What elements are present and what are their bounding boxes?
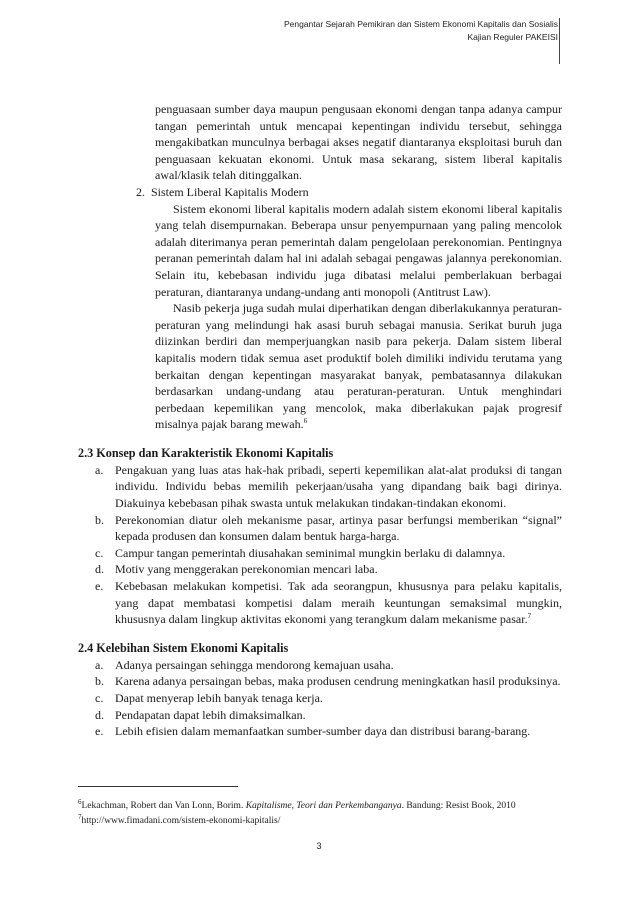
section-2-4: [78, 640, 562, 740]
footnote-divider: [78, 786, 238, 787]
subsection-heading: [136, 184, 562, 201]
header-subtitle: Kajian Reguler PAKEISI: [467, 32, 558, 42]
list-item: [78, 690, 562, 707]
list-marker: e.: [95, 724, 104, 739]
footnote-text: Lekachman, Robert dan Van Lonn, Borim.: [81, 801, 246, 811]
list-marker: b.: [95, 512, 104, 527]
list-marker: d.: [95, 707, 104, 722]
section-heading: 2.3 Konsep dan Karakteristik Ekonomi Kapitalis: [78, 445, 334, 460]
paragraph: [155, 300, 562, 433]
list-text: Perekonomian diatur oleh mekanisme pasar, artinya pasar berfungsi memberikan “signal” kepada produsen dan konsumen dalam bentuk harga-harga.: [115, 512, 562, 544]
list-text: Karena adanya persaingan bebas, maka produsen cendrung meningkatkan hasil produksinya.: [115, 674, 561, 689]
list-text: Pengakuan yang luas atas hak-hak pribadi, seperti kepemilikan alat-alat produksi di tangan individu. Individu bebas memilih pekerjaan/usaha yang dipandang baik bagi dirinya. Diakuinya kebebasan pihak swasta untuk melakukan tindakan-tindakan ekonomi.: [115, 462, 562, 511]
list-text: Kebebasan melakukan kompetisi. Tak ada seorangpun, khususnya para pelaku kapitalis, yang dapat membatasi kompetisi dalam meraih keuntungan semaksimal mungkin, khususnya dalam lingkup aktivitas ekonomi yang terangkum dalam mekanisme pasar.: [115, 579, 562, 627]
list-item: [78, 578, 562, 628]
page-number: 3: [316, 841, 322, 851]
footnote-book-title: Kapitalisme, Teori dan Perkembanganya: [245, 801, 402, 811]
list-marker: a.: [95, 657, 104, 672]
footnote-text: . Bandung: Resist Book, 2010: [401, 801, 516, 811]
list-text: Pendapatan dapat lebih dimaksimalkan.: [115, 707, 306, 722]
list-marker: b.: [95, 674, 104, 689]
footnote-7: [78, 814, 562, 829]
list-item: [78, 512, 562, 545]
section-2-3: [78, 445, 562, 628]
list-marker: a.: [95, 462, 104, 477]
advantages-list: [78, 657, 562, 740]
footnote-ref: 6: [303, 417, 308, 426]
list-item: [78, 673, 562, 690]
footnote-url: http://www.fimadani.com/sistem-ekonomi-kapitalis/: [81, 816, 281, 826]
paragraph: Sistem ekonomi liberal kapitalis modern adalah sistem ekonomi liberal kapitalis yang telah disempurnakan. Beberapa unsur penyempurnaan yang paling mencolok adalah diterimanya peran pemerintah dalam pengelolaan perekonomian. Pentingnya peranan pemerintah dalam hal ini adalah sebagai pengawas jalannya perekonomian. Selain itu, kebebasan individu juga dibatasi melalui pemberlakuan berbagai peraturan, diantaranya undang-undang anti monopoli (Antitrust Law).: [155, 201, 562, 299]
subsection-title: Sistem Liberal Kapitalis Modern: [151, 184, 309, 199]
document-body: [78, 101, 562, 740]
footnotes: [78, 799, 562, 829]
list-item: [78, 657, 562, 674]
list-marker: e.: [95, 579, 104, 594]
list-item: [78, 462, 562, 512]
section-heading: 2.4 Kelebihan Sistem Ekonomi Kapitalis: [78, 640, 289, 655]
list-text: Adanya persaingan sehingga mendorong kemajuan usaha.: [115, 657, 394, 672]
list-marker: d.: [95, 562, 104, 577]
list-item: [78, 545, 562, 562]
list-item: [78, 723, 562, 740]
footnote-number: 7: [78, 812, 82, 821]
list-marker: c.: [95, 545, 104, 560]
footnote-6: [78, 799, 562, 814]
intro-paragraph: penguasaan sumber daya maupun pengusaan ekonomi dengan tanpa adanya campur tangan pemerintah untuk mencapai kepentingan individu tersebut, sehingga mengakibatkan munculnya berbagai akses negatif diantaranya eksploitasi buruh dan penguasaan kekuatan ekonomi. Untuk masa sekarang, sistem liberal kapitalis awal/klasik telah ditinggalkan.: [155, 102, 562, 183]
footnote-number: 6: [78, 797, 82, 806]
list-item: [78, 561, 562, 578]
footnote-ref: 7: [527, 612, 532, 621]
paragraph-text: Nasib pekerja juga sudah mulai diperhatikan dengan diberlakukannya peraturan-peraturan yang melindungi hak asasi buruh sebagai manusia. Serikat buruh juga diizinkan berdiri dan memperjuangkan nasib para pekerja. Dalam sistem liberal kapitalis modern tidak semua aset produktif boleh dimiliki individu terutama yang berkaitan dengan kepentingan masyarakat banyak, pembatasannya dilakukan berdasarkan undang-undang atau peraturan-peraturan. Untuk menghindari perbedaan kepemilikan yang mencolok, maka diberlakukan pajak progresif misalnya pajak barang mewah.: [155, 301, 562, 432]
list-text: Lebih efisien dalam memanfaatkan sumber-sumber daya dan distribusi barang-barang.: [115, 724, 531, 739]
list-marker: c.: [95, 691, 104, 705]
list-text: Campur tangan pemerintah diusahakan seminimal mungkin berlaku di dalamnya.: [115, 545, 506, 560]
header-title: Pengantar Sejarah Pemikiran dan Sistem Ekonomi Kapitalis dan Sosialis: [283, 19, 558, 29]
characteristics-list: [78, 462, 562, 628]
list-item: [78, 707, 562, 724]
subsection-number: 2.: [136, 184, 145, 199]
header-rule: [559, 18, 560, 64]
list-text: Motiv yang menggerakan perekonomian mencari laba.: [115, 562, 378, 577]
list-text: Dapat menyerap lebih banyak tenaga kerja.: [115, 691, 323, 705]
page-header: [284, 18, 558, 44]
